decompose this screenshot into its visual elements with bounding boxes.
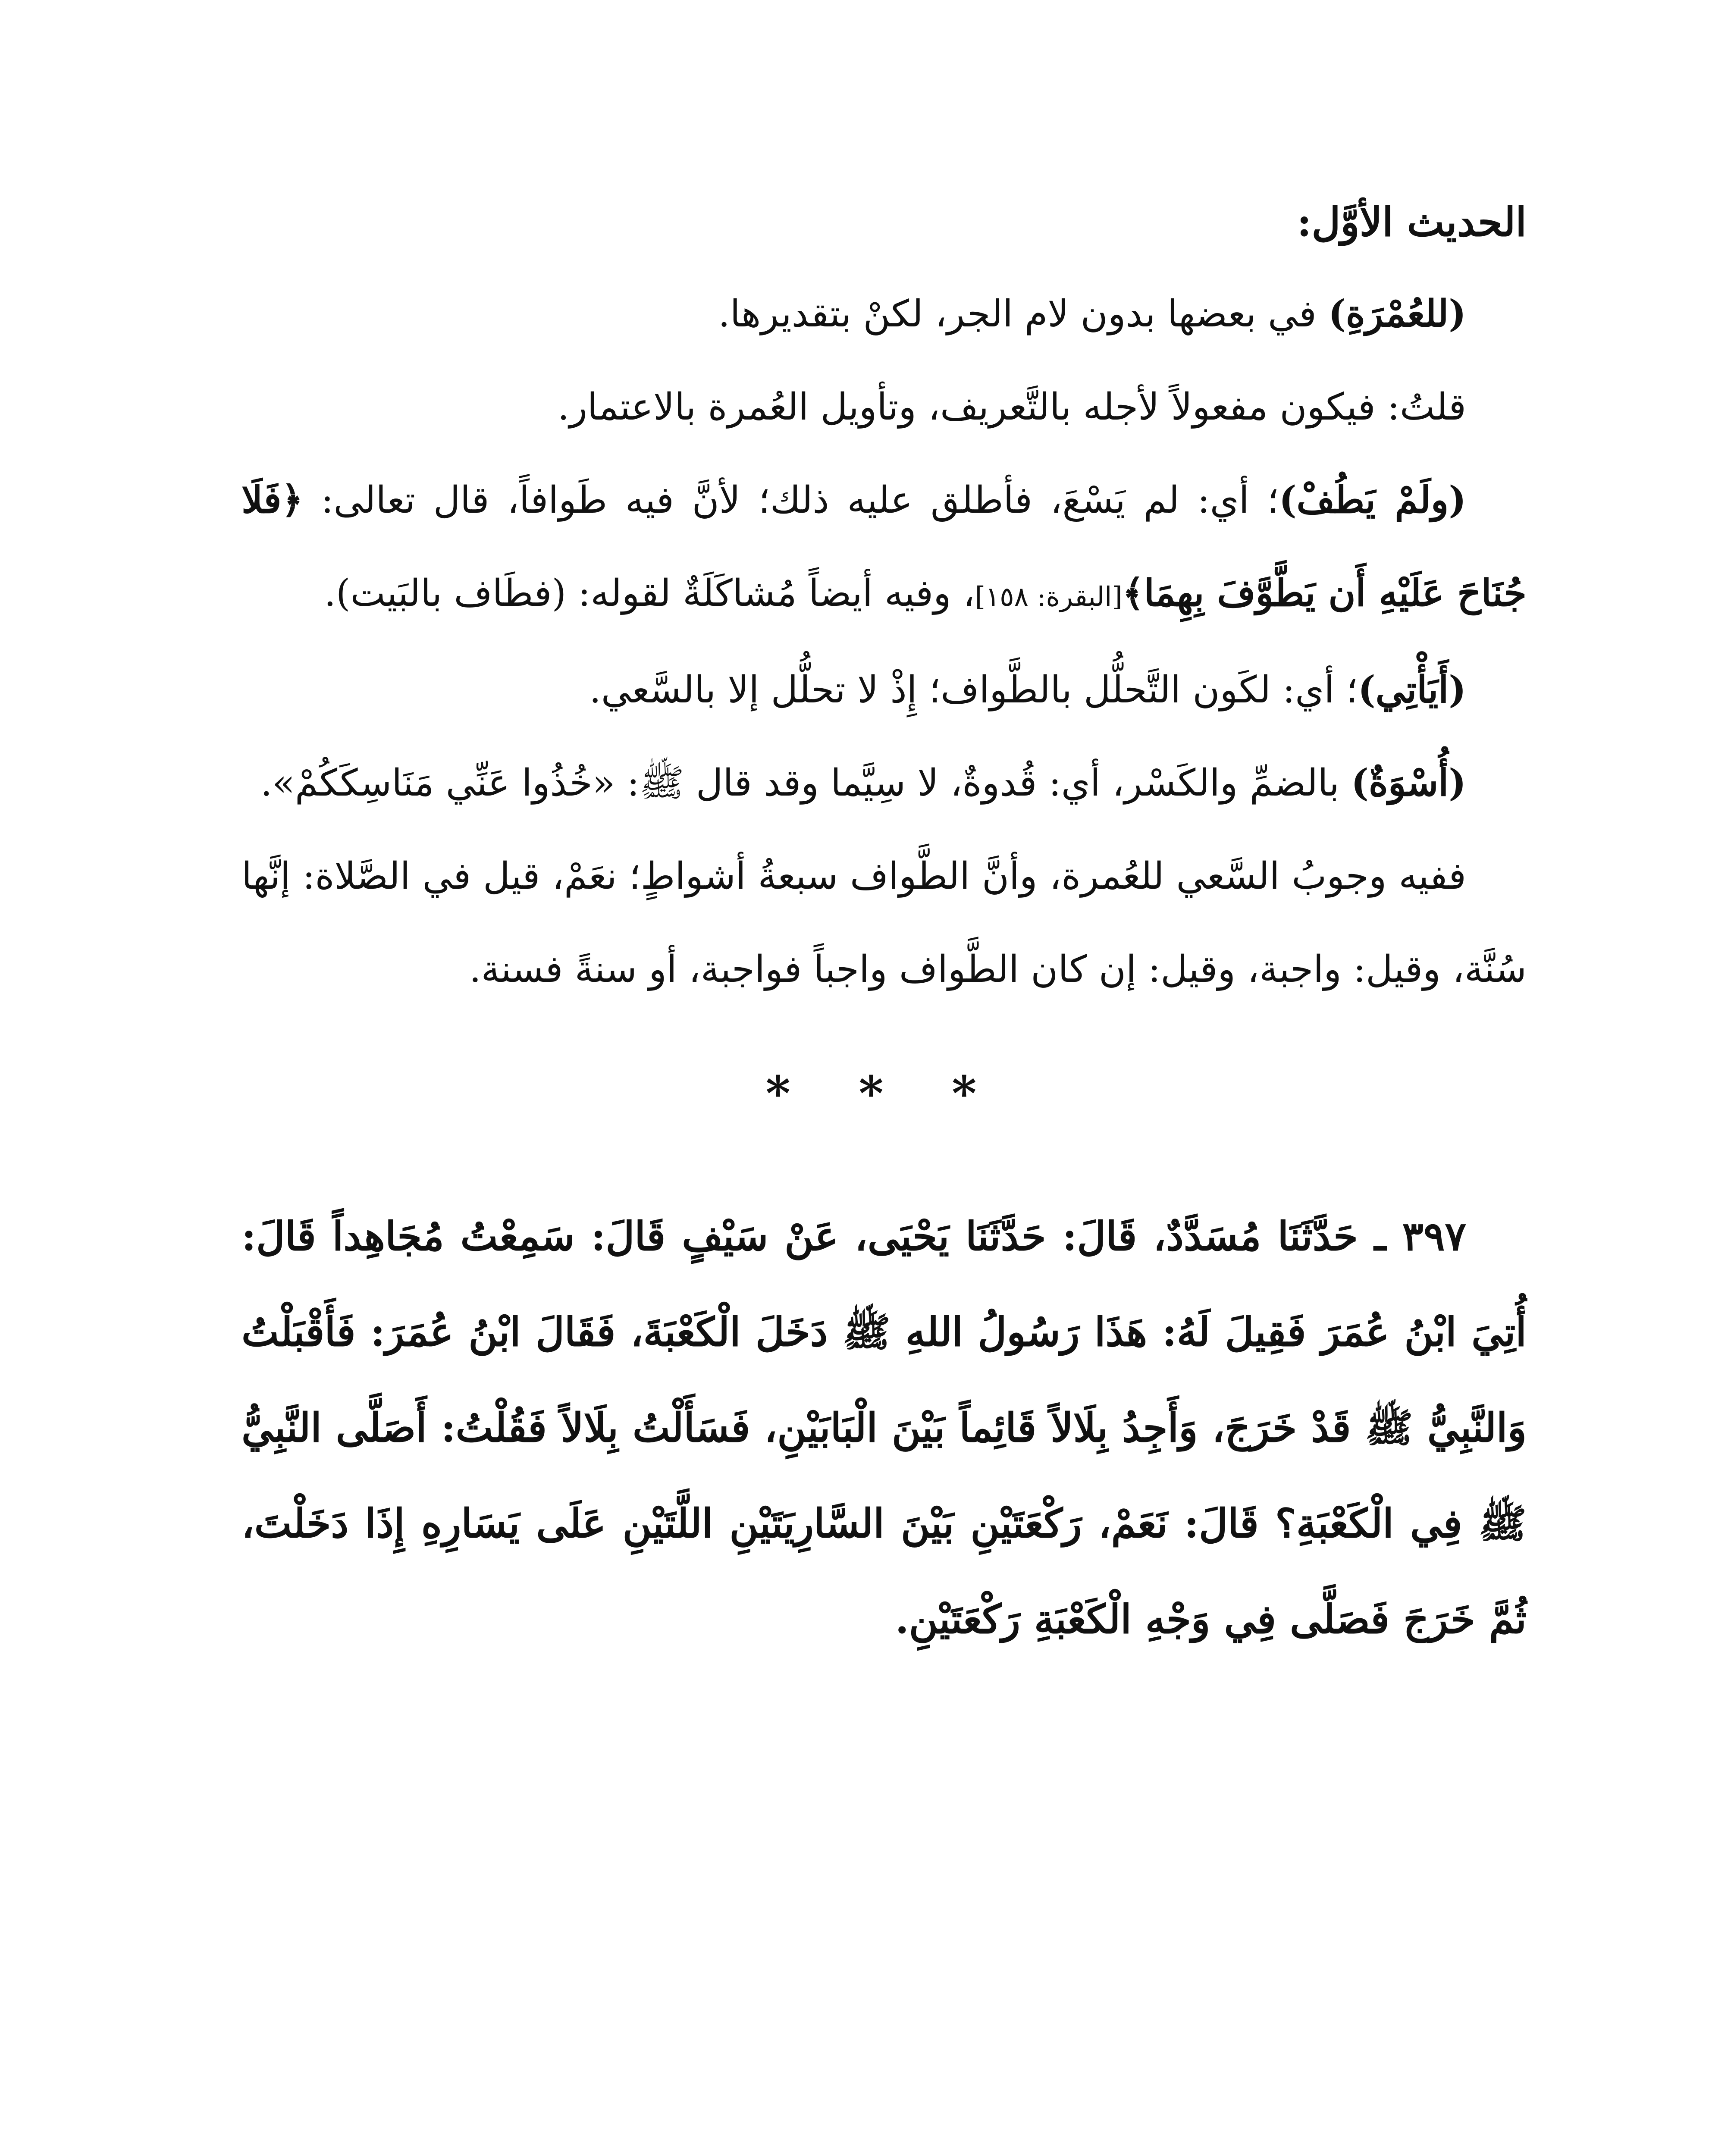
verse-reference: [البقرة: ١٥٨] [975, 581, 1123, 612]
commentary-paragraph [241, 454, 1527, 643]
paragraph-text: ففيه وجوبُ السَّعي للعُمرة، وأنَّ الطَّواف سبعةُ أشواطٍ؛ نعَمْ، قيل في الصَّلاة: إنَّها سُنَّة، وقيل: واجبة، وقيل: إن كان الطَّواف واجباً فواجبة، أو سنةً فسنة. [241, 855, 1527, 991]
paragraph-text: ؛ أي: لم يَسْعَ، فأطلق عليه ذلك؛ لأنَّ فيه طَوافاً، قال تعالى: [303, 479, 1279, 522]
commentary-paragraph [241, 830, 1527, 1016]
commentary-page [241, 190, 1527, 1667]
commentary-paragraph [241, 736, 1527, 830]
section-divider: * * * [765, 1065, 1003, 1121]
paragraph-text: بالضمِّ والكَسْر، أي: قُدوةٌ، لا سِيَّما وقد قال ﷺ: «خُذُوا عَنِّي مَنَاسِكَكُمْ». [260, 761, 1351, 805]
keyword: (ولَمْ يَطُفْ) [1279, 478, 1467, 522]
keyword: (أُسْوَةٌ) [1351, 761, 1466, 805]
paragraph-text: في بعضها بدون لام الجر، لكنْ بتقديرها. [718, 292, 1329, 335]
paragraph-text: ، وفيه أيضاً مُشاكَلَةٌ لقوله: (فطَاف بالبَيت). [324, 572, 975, 615]
hadith-text: ٣٩٧ ـ حَدَّثَنَا مُسَدَّدٌ، قَالَ: حَدَّثَنَا يَحْيَى، عَنْ سَيْفٍ قَالَ: سَمِعْتُ مُجَاهِداً قَالَ: أُتِيَ ابْنُ عُمَرَ فَقِيلَ لَهُ: هَذَا رَسُولُ اللهِ ﷺ دَخَلَ الْكَعْبَةَ، فَقَالَ ابْنُ عُمَرَ: فَأَقْبَلْتُ وَالنَّبِيُّ ﷺ قَدْ خَرَجَ، وَأَجِدُ بِلَالاً قَائِماً بَيْنَ الْبَابَيْنِ، فَسَأَلْتُ بِلَالاً فَقُلْتُ: أَصَلَّى النَّبِيُّ ﷺ فِي الْكَعْبَةِ؟ قَالَ: نَعَمْ، رَكْعَتَيْنِ بَيْنَ السَّارِيَتَيْنِ اللَّتَيْنِ عَلَى يَسَارِهِ إِذَا دَخَلْتَ، ثُمَّ خَرَجَ فَصَلَّى فِي وَجْهِ الْكَعْبَةِ رَكْعَتَيْنِ. [241, 1213, 1527, 1642]
commentary-paragraph [241, 360, 1527, 454]
section-heading: الحديث الأوَّل: [1297, 199, 1527, 245]
paragraph-text: قلتُ: فيكون مفعولاً لأجله بالتَّعريف، وتأويل العُمرة بالاعتمار. [557, 385, 1466, 429]
keyword: (للعُمْرَةِ) [1328, 292, 1466, 335]
commentary-paragraph [241, 267, 1527, 360]
quran-verse: ﴿فَلَا جُنَاحَ عَلَيْهِ أَن يَطَّوَّفَ بِهِمَا﴾ [241, 478, 1527, 615]
paragraph-text: ؛ أي: لكَون التَّحلُّل بالطَّواف؛ إِذْ لا تحلُّل إلا بالسَّعي. [589, 668, 1358, 711]
keyword: (أَيَأْتِي) [1358, 668, 1466, 711]
commentary-paragraph [241, 643, 1527, 736]
